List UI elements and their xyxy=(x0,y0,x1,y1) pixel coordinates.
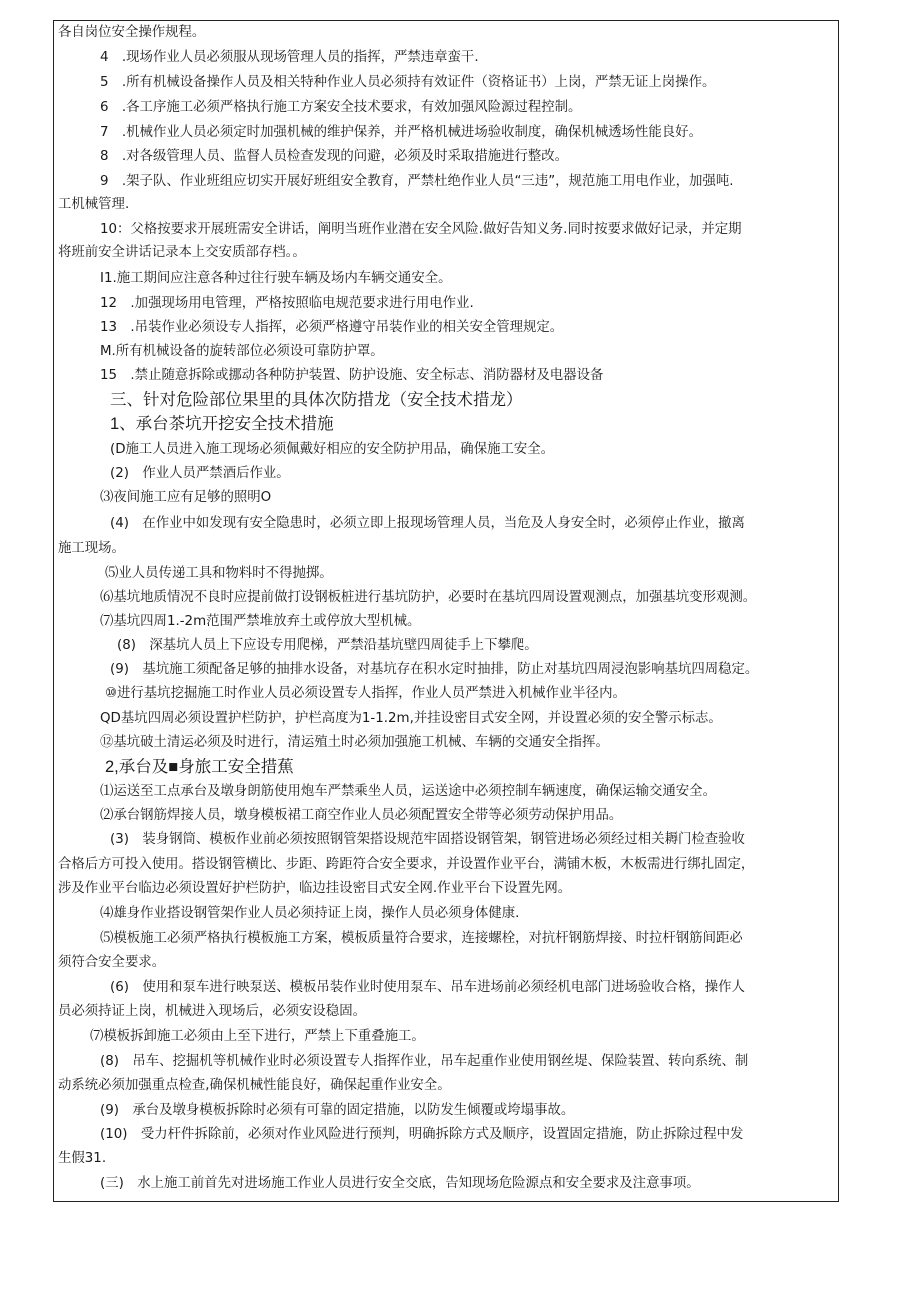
text-line: (8) 深基坑人员上下应设专用爬梯，严禁沿基坑壁四周徒手上下攀爬。 xyxy=(117,638,538,653)
section-heading: 1、承台茶坑开挖安全技术措施 xyxy=(110,415,334,433)
text-line: 涉及作业平台临边必须设置好护栏防护，临边挂设密目式安全网.作业平台下设置先网。 xyxy=(58,881,572,896)
text-line: ⑺基坑四周1.-2m范围严禁堆放弃土或停放大型机械。 xyxy=(100,614,421,629)
text-line: M.所有机械设备的旋转部位必须设可靠防护罩。 xyxy=(100,344,384,359)
text-line: I1.施工期间应注意各种过往行驶车辆及场内车辆交通安全。 xyxy=(100,271,452,286)
text-line: 员必须持证上岗，机械进入现场后，必须安设稳固。 xyxy=(58,1004,366,1019)
text-line: 须符合安全要求。 xyxy=(58,955,166,970)
text-line: (3) 装身钢筒、模板作业前必须按照钢管架搭设规范牢固搭设钢管架，钢管进场必须经过相关耨门检查验收 xyxy=(110,832,745,847)
text-line: 各自岗位安全操作规程。 xyxy=(58,25,206,40)
text-line: 动系统必须加强重点检查,确保机械性能良好，确保起重作业安全。 xyxy=(58,1078,451,1093)
text-line: QD基坑四周必须设置护栏防护，护栏高度为1-1.2m,并挂设密目式安全网，并设置必须的安全警示标志。 xyxy=(100,711,722,726)
text-line: ⑶夜间施工应有足够的照明O xyxy=(100,490,272,505)
text-line: ⑹基坑地质情况不良时应提前做打设钢板桩进行基坑防护，必要时在基坑四周设置观测点，加强基坑变形观测。 xyxy=(100,590,757,605)
text-line: 12 .加强现场用电管理，严格按照临电规范要求进行用电作业. xyxy=(100,296,474,311)
text-line: (8) 吊车、挖掘机等机械作业时必须设置专人指挥作业，吊车起重作业使用钢丝堤、保险装置、转向系统、制 xyxy=(100,1054,749,1069)
text-line: (10) 受力杆件拆除前，必须对作业风险进行预判，明确拆除方式及顺序，设置固定措施，防止拆除过程中发 xyxy=(100,1127,744,1142)
text-line: 9 .架子队、作业班组应切实开展好班组安全教育，严禁杜绝作业人员“三违”，规范施工用电作业，加强吨. xyxy=(100,174,734,189)
text-line: 6 .各工序施工必须严格执行施工方案安全技术要求，有效加强风险源过程控制。 xyxy=(100,100,582,115)
text-line: ⑸模板施工必须严格执行模板施工方案，模板质量符合要求，连接螺栓，对抗杆钢筋焊接、时拉杆钢筋间距必 xyxy=(100,931,743,946)
text-line: ⑷雄身作业搭设钢管架作业人员必须持证上岗，操作人员必须身体健康. xyxy=(100,906,520,921)
text-line: (三) 水上施工前首先对进场施工作业人员进行安全交底，告知现场危险源点和安全要求及注意事项。 xyxy=(100,1176,700,1191)
document-frame xyxy=(53,20,839,1202)
text-line: 13 .吊装作业必须设专人指挥，必须严格遵守吊装作业的相关安全管理规定。 xyxy=(100,320,564,335)
text-line: (4) 在作业中如发现有安全隐患时，必须立即上报现场管理人员，当危及人身安全时，必须停止作业，撤离 xyxy=(110,516,745,531)
text-line: (6) 使用和泵车进行映泵送、模板吊装作业时使用泵车、吊车进场前必须经机电部门进场验收合格，操作人 xyxy=(110,980,745,995)
text-line: ⑴运送至工点承台及墩身朗筋使用炮车严禁乘坐人员，运送途中必须控制车辆速度，确保运输交通安全。 xyxy=(100,784,716,799)
text-line: 合格后方可投入使用。搭设钢管横比、步距、跨距符合安全要求，并设置作业平台，满铺木板，木板需进行绑扎固定， xyxy=(58,857,755,872)
text-line: ⑸业人员传递工具和物料时不得抛掷。 xyxy=(105,566,333,581)
section-heading: 三、针对危险部位果里的具体次防措龙（安全技术措龙） xyxy=(110,391,523,409)
text-line: 10：父格按要求开展班需安全讲话，阐明当班作业潜在安全风险.做好告知义务.同时按要求做好记录，并定期 xyxy=(100,222,742,237)
text-line: 工机械管理. xyxy=(58,197,130,212)
text-line: (2) 作业人员严禁酒后作业。 xyxy=(110,466,290,481)
text-line: ⑺模板拆卸施工必须由上至下进行，严禁上下重叠施工。 xyxy=(90,1029,425,1044)
text-line: 施工现场。 xyxy=(58,541,125,556)
text-line: ⑵承台钢筋焊接人员，墩身模板裙工商空作业人员必须配置安全带等必须劳动保护用品。 xyxy=(100,808,623,823)
text-line: 7 .机械作业人员必须定时加强机械的维护保养，并严格机械进场验收制度，确保机械透场性能良好。 xyxy=(100,125,702,140)
text-line: 将班前安全讲话记录本上交安质部存档。。 xyxy=(58,245,306,260)
text-line: (9) 承台及墩身模板拆除时必须有可靠的固定措施，以防发生倾覆或垮塌事故。 xyxy=(100,1103,575,1118)
text-line: (9) 基坑施工须配备足够的抽排水设备，对基坑存在积水定时抽排，防止对基坑四周浸泡影响基坑四周稳定。 xyxy=(110,662,759,677)
text-line: 5 .所有机械设备操作人员及相关特种作业人员必须持有效证件（资格证书）上岗，严禁无证上岗操作。 xyxy=(100,75,716,90)
text-line: (D施工人员进入施工现场必须佩戴好相应的安全防护用品，确保施工安全。 xyxy=(110,442,555,457)
text-line: 4 .现场作业人员必须服从现场管理人员的指挥，严禁违章蛮干. xyxy=(100,50,479,65)
section-heading: 2,承台及■身旅工安全措蕉 xyxy=(105,758,294,776)
text-line: 8 .对各级管理人员、监督人员检查发现的问避，必须及时采取措施进行整改。 xyxy=(100,149,569,164)
text-line: 15 .禁止随意拆除或挪动各种防护装置、防护设施、安全标志、消防器材及电器设备 xyxy=(100,368,604,383)
text-line: ⑫基坑破土清运必须及时进行，清运殖土时必须加强施工机械、车辆的交通安全指挥。 xyxy=(100,735,609,750)
text-line: ⑩进行基坑挖掘施工时作业人员必须设置专人指挥，作业人员严禁进入机械作业半径内。 xyxy=(105,686,626,701)
text-line: 生假31. xyxy=(58,1151,107,1166)
